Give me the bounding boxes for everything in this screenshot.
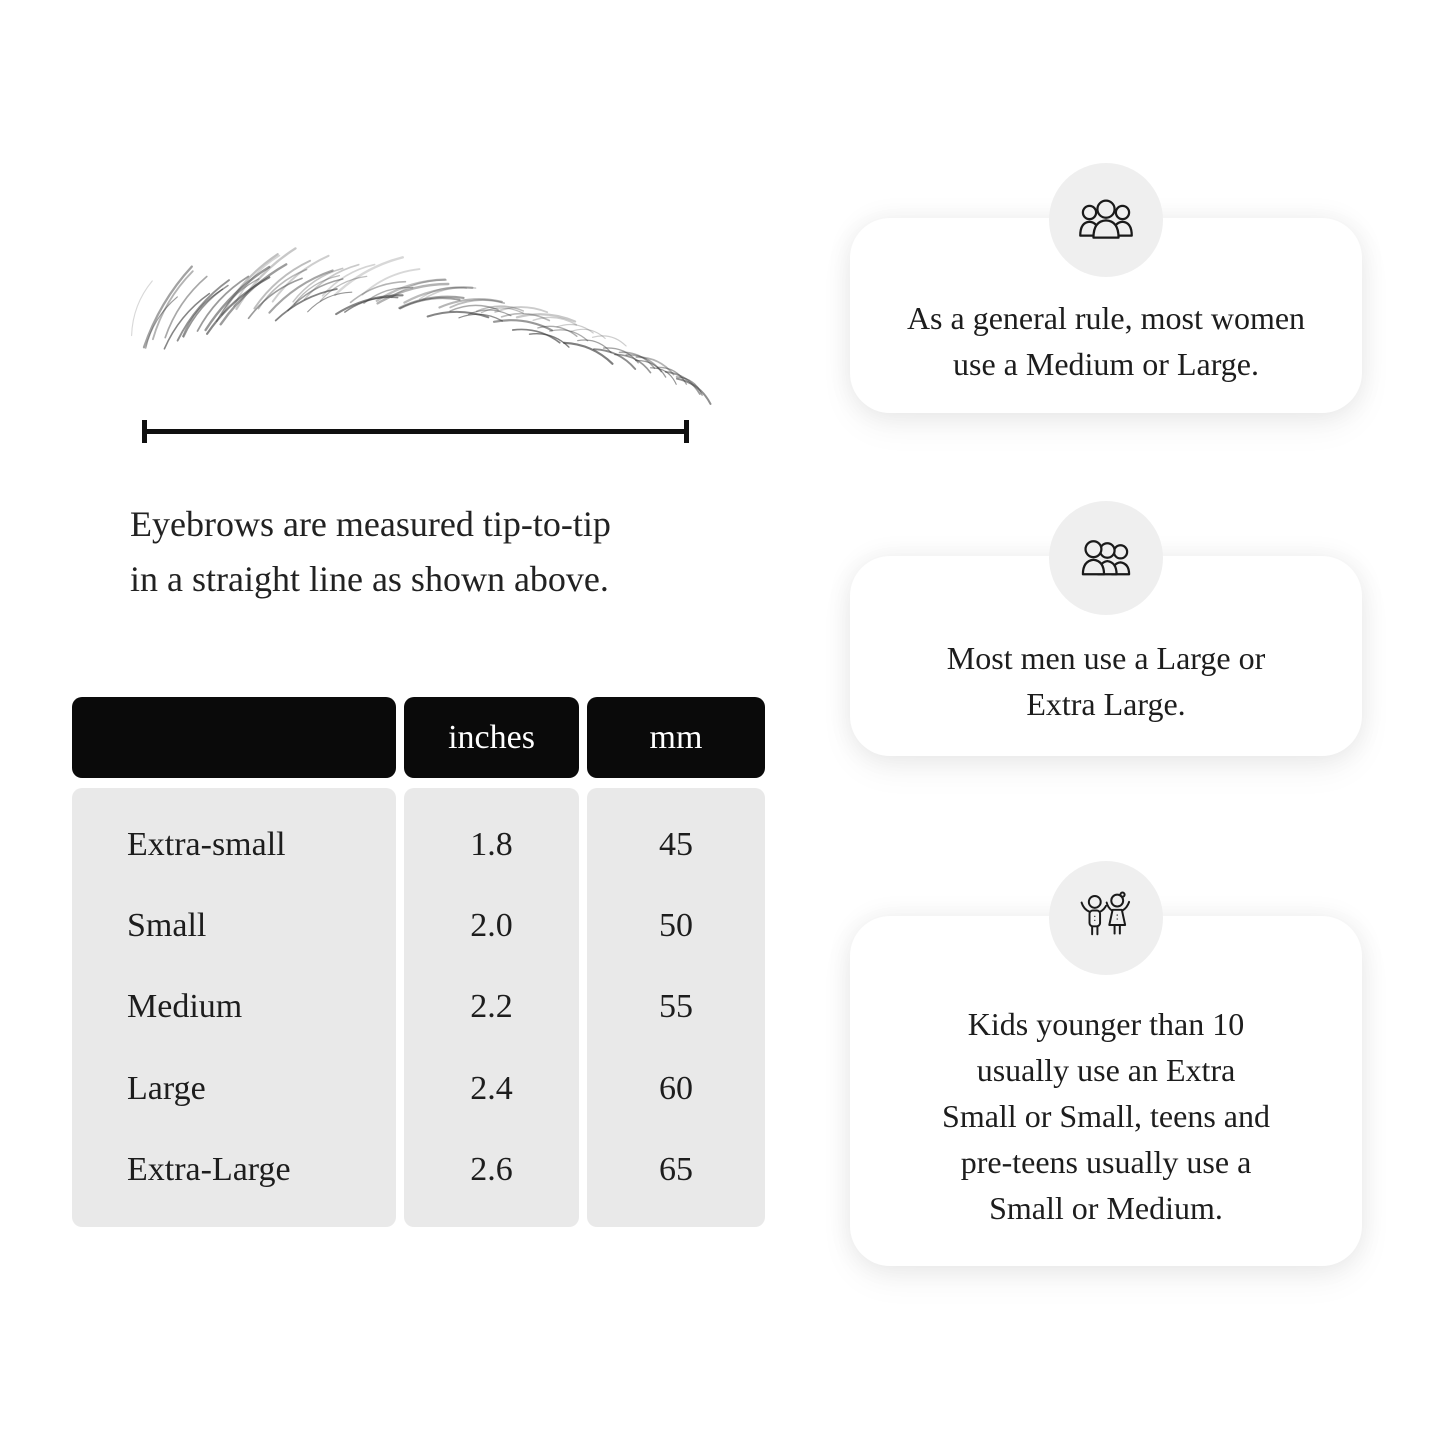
card-text-line: Most men use a Large or bbox=[946, 640, 1266, 676]
table-column-inches bbox=[404, 788, 579, 1227]
info-card-kids bbox=[850, 916, 1362, 1266]
caption-line: in a straight line as shown above. bbox=[130, 559, 609, 599]
measurement-caption bbox=[130, 497, 611, 607]
card-text-line: As a general rule, most women bbox=[906, 299, 1306, 336]
table-cell-mm: 55 bbox=[659, 988, 693, 1026]
measurement-line-right-cap bbox=[684, 420, 689, 443]
size-table bbox=[72, 697, 765, 1227]
table-column-mm bbox=[587, 788, 765, 1227]
table-cell-inches: 2.6 bbox=[470, 1151, 513, 1189]
measurement-line-left-cap bbox=[142, 420, 147, 443]
table-row-label: Medium bbox=[127, 988, 243, 1026]
card-text-line: Small or Medium. bbox=[989, 1190, 1223, 1226]
table-header-cell-inches: inches bbox=[404, 697, 579, 778]
info-card-women bbox=[850, 218, 1362, 413]
card-text bbox=[850, 556, 1362, 756]
measurement-line bbox=[143, 429, 688, 434]
card-text-line: Extra Large. bbox=[1026, 686, 1186, 722]
table-column-labels bbox=[72, 788, 396, 1227]
table-header-cell-mm: mm bbox=[587, 697, 765, 778]
card-text-line: usually use an Extra bbox=[976, 1052, 1236, 1088]
table-cell-mm: 50 bbox=[659, 907, 693, 945]
info-card-men bbox=[850, 556, 1362, 756]
table-cell-inches: 2.2 bbox=[470, 988, 513, 1026]
table-cell-mm: 65 bbox=[659, 1151, 693, 1189]
card-text bbox=[850, 218, 1362, 413]
table-row-label: Extra-Large bbox=[127, 1151, 291, 1189]
table-cell-mm: 45 bbox=[659, 825, 693, 863]
card-text bbox=[850, 916, 1362, 1266]
card-text-line: Small or Small, teens and bbox=[942, 1098, 1270, 1134]
table-cell-inches: 2.0 bbox=[470, 907, 513, 945]
table-row-label: Small bbox=[127, 907, 207, 945]
table-row-label: Extra-small bbox=[127, 825, 286, 863]
table-header-cell-blank bbox=[72, 697, 396, 778]
table-row-label: Large bbox=[127, 1069, 206, 1107]
card-text-line: Kids younger than 10 bbox=[967, 1006, 1245, 1042]
table-cell-inches: 1.8 bbox=[470, 825, 513, 863]
card-text-line: use a Medium or Large. bbox=[953, 345, 1259, 382]
caption-line: Eyebrows are measured tip-to-tip bbox=[130, 504, 611, 544]
eyebrow-illustration bbox=[120, 232, 695, 397]
card-text-line: pre-teens usually use a bbox=[960, 1144, 1252, 1180]
table-cell-inches: 2.4 bbox=[470, 1069, 513, 1107]
table-cell-mm: 60 bbox=[659, 1069, 693, 1107]
